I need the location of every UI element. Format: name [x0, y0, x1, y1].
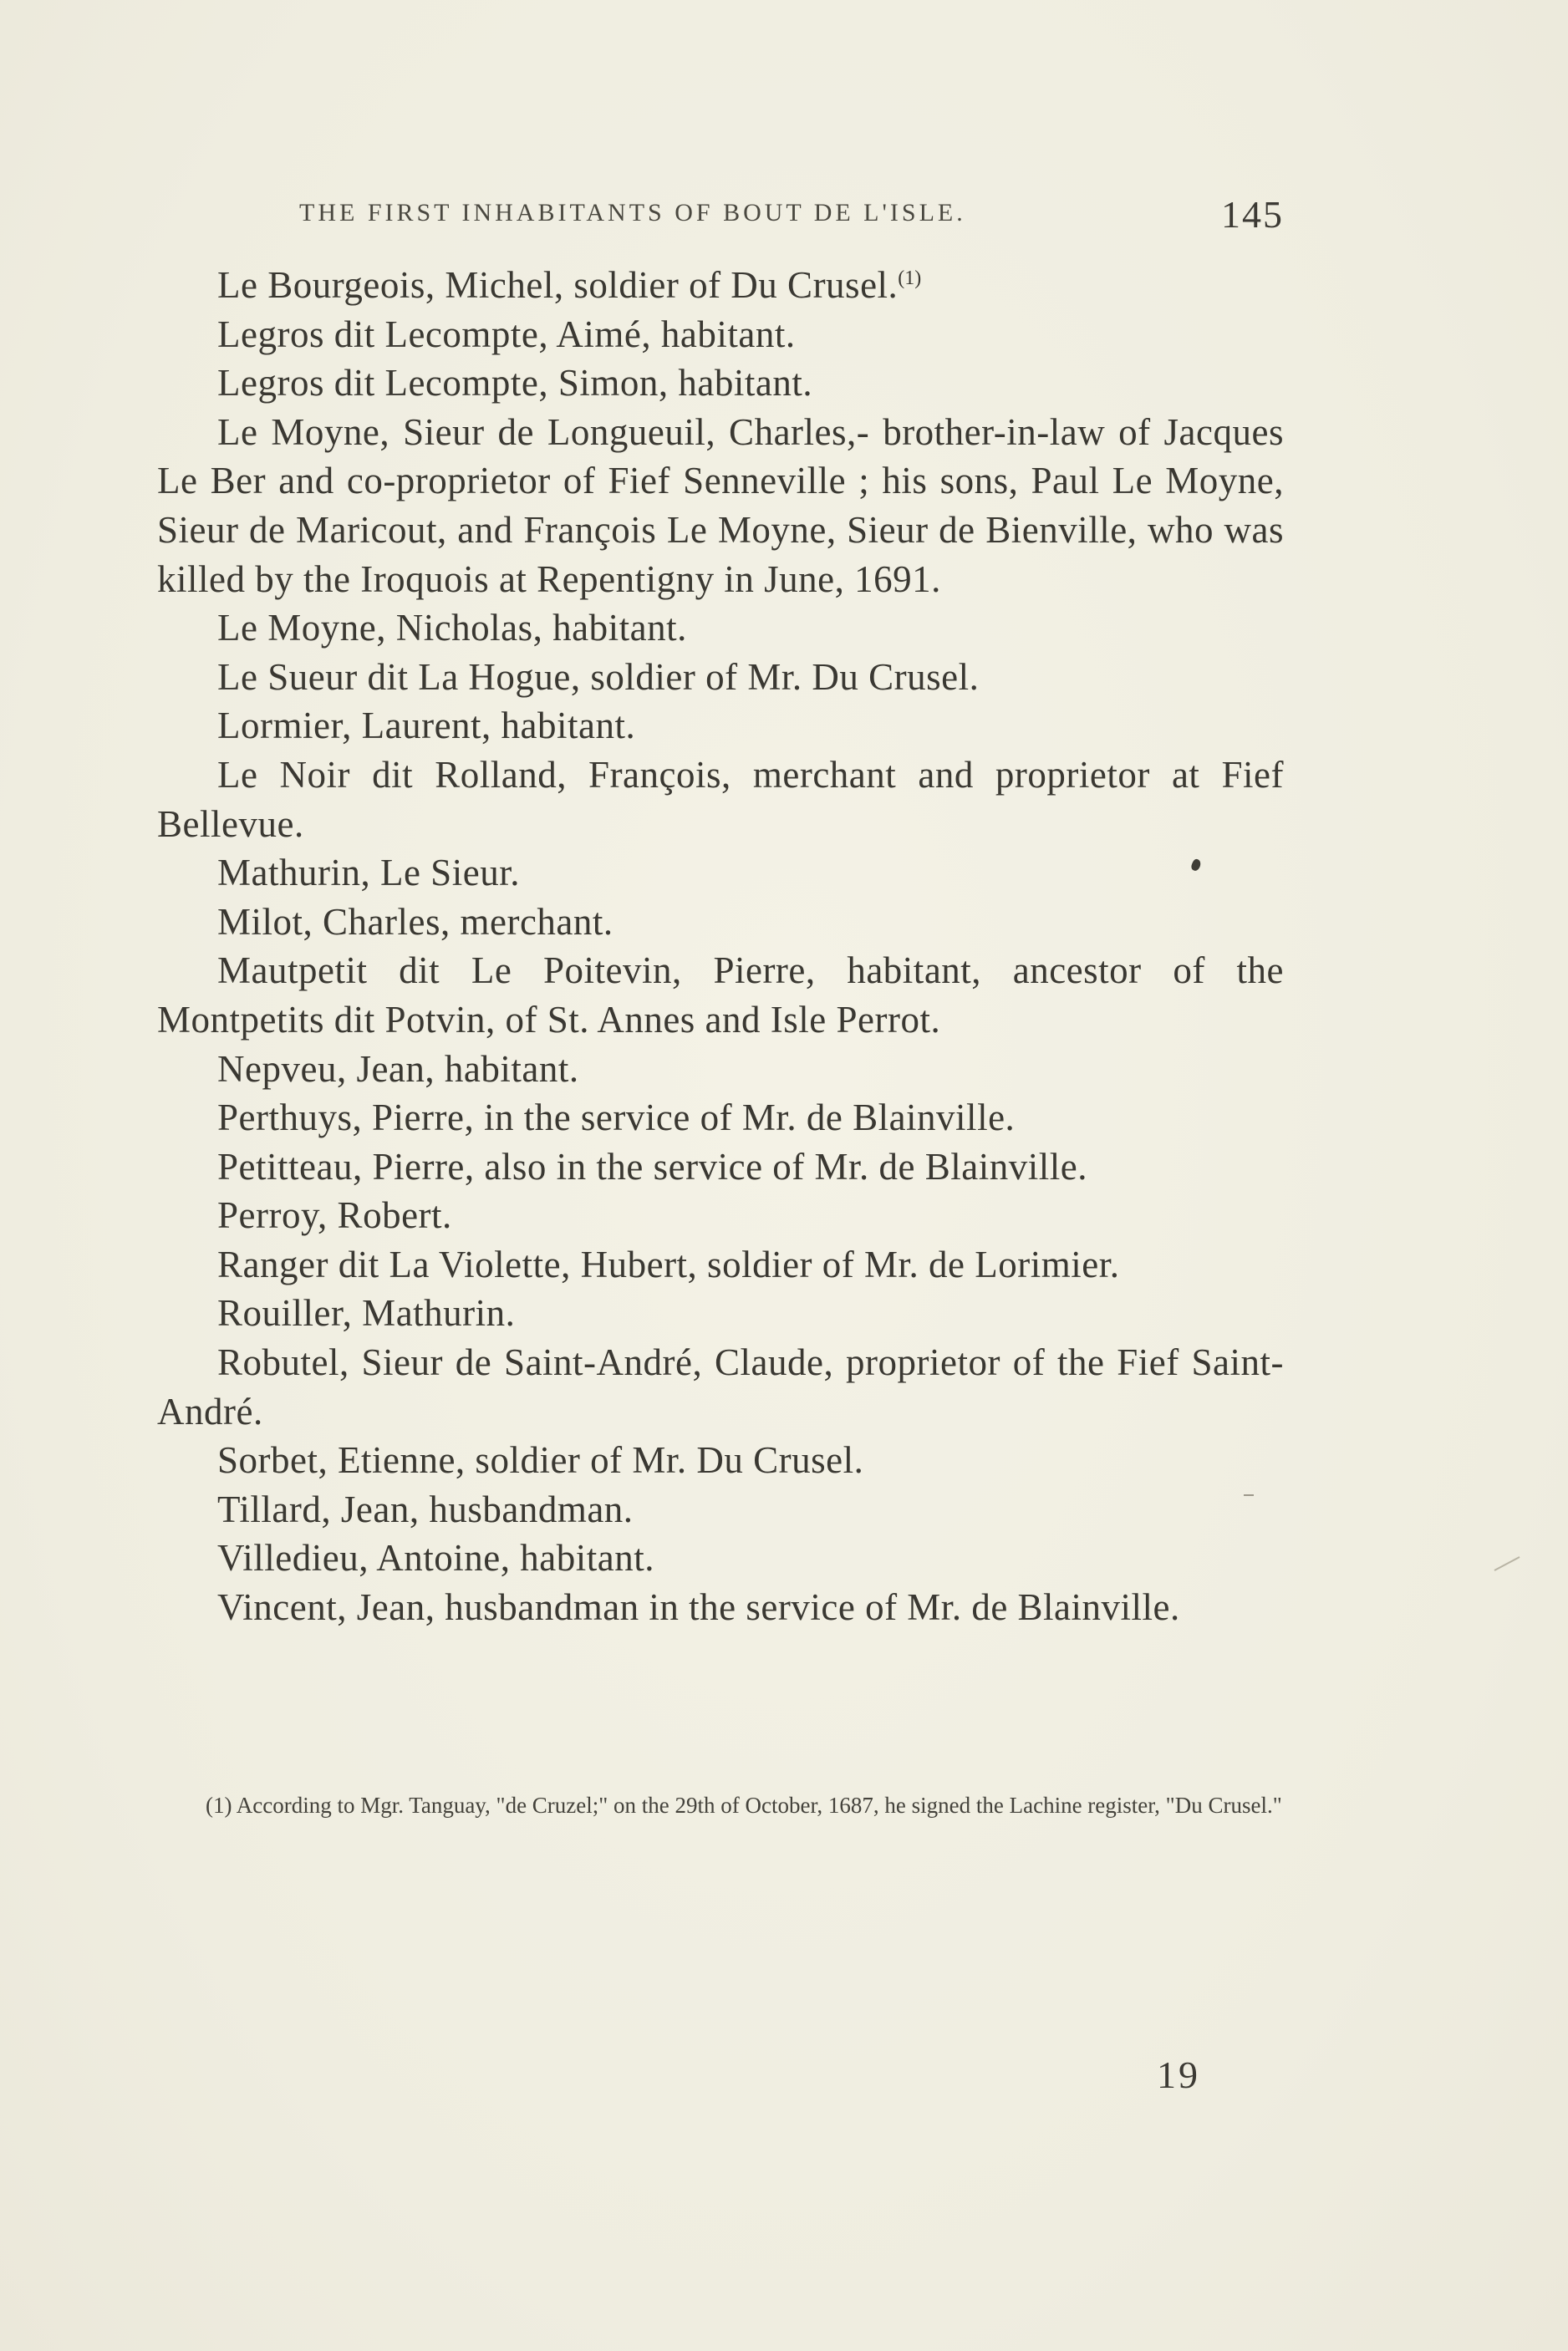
- list-entry: Nepveu, Jean, habitant.: [217, 1047, 579, 1090]
- list-entry: Le Moyne, Sieur de Longueuil, Charles,- brother-in-law of Jacques Le Ber and co-proprietor of Fief Senneville ; his sons, Paul Le Moyne, Sieur de Maricout, and François Le Moyne, Sieur de Bienville, who was killed by the Iroquois at Repentigny in June, 1691.: [157, 410, 1284, 600]
- list-entry: Le Noir dit Rolland, François, merchant and proprietor at Fief Bellevue.: [157, 753, 1284, 845]
- footnote-reference: (1): [898, 267, 922, 289]
- list-entry: Legros dit Lecompte, Aimé, habitant.: [217, 313, 796, 355]
- list-entry: Mathurin, Le Sieur.: [217, 852, 520, 894]
- list-entry: Perroy, Robert.: [217, 1194, 452, 1237]
- list-entry: Sorbet, Etienne, soldier of Mr. Du Crusel.: [217, 1439, 864, 1482]
- list-entry: Perthuys, Pierre, in the service of Mr. de Blainville.: [217, 1097, 1016, 1139]
- list-entry: Robutel, Sieur de Saint-André, Claude, proprietor of the Fief Saint-André.: [157, 1341, 1284, 1432]
- running-head: [157, 193, 1284, 249]
- inhabitants-list: [157, 261, 1284, 1632]
- list-entry: Legros dit Lecompte, Simon, habitant.: [217, 362, 813, 405]
- list-entry: Le Moyne, Nicholas, habitant.: [217, 607, 687, 649]
- list-entry: Le Sueur dit La Hogue, soldier of Mr. Du Crusel.: [217, 655, 980, 698]
- footnote: (1) According to Mgr. Tanguay, "de Cruzel;" on the 29th of October, 1687, he signed the Lachine register, "Du Crusel.": [206, 1793, 1282, 1818]
- list-entry: [157, 261, 1284, 310]
- entry-text: Le Bourgeois, Michel, soldier of Du Crusel.: [217, 264, 899, 306]
- signature-mark: 19: [1157, 2053, 1200, 2096]
- list-entry: Milot, Charles, merchant.: [217, 900, 613, 943]
- list-entry: Villedieu, Antoine, habitant.: [217, 1537, 654, 1580]
- list-entry: Tillard, Jean, husbandman.: [217, 1488, 634, 1530]
- page-number: 145: [1221, 193, 1284, 236]
- list-entry: Mautpetit dit Le Poitevin, Pierre, habitant, ancestor of the Montpetits dit Potvin, of St. Annes and Isle Perrot.: [157, 949, 1284, 1041]
- list-entry: Petitteau, Pierre, also in the service of Mr. de Blainville.: [217, 1145, 1087, 1188]
- list-entry: Rouiller, Mathurin.: [217, 1292, 516, 1335]
- list-entry: Vincent, Jean, husbandman in the service of Mr. de Blainville.: [217, 1586, 1180, 1629]
- running-title: THE FIRST INHABITANTS OF BOUT DE L'ISLE.: [299, 199, 966, 226]
- paper-scratch: [1494, 1556, 1520, 1571]
- list-entry: Lormier, Laurent, habitant.: [217, 705, 636, 747]
- list-entry: Ranger dit La Violette, Hubert, soldier of Mr. de Lorimier.: [217, 1243, 1120, 1285]
- stray-mark: [1244, 1494, 1254, 1496]
